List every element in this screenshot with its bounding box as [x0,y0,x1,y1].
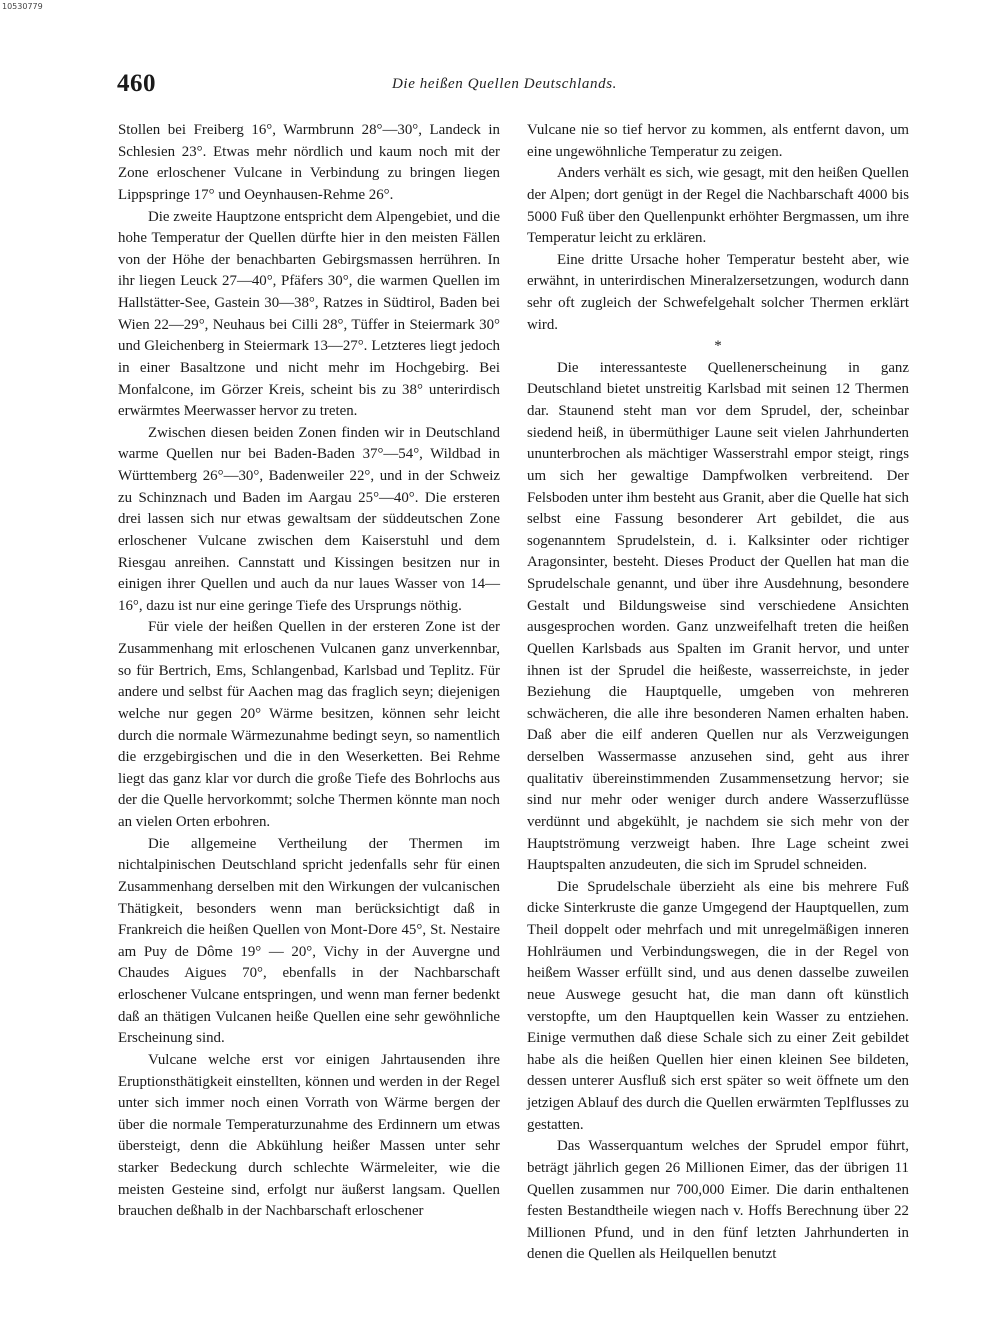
paragraph: Die interessanteste Quellenerscheinung in ganz Deutschland bietet unstreitig Karlsbad mit seinen 12 Thermen dar. Staunend steht man vor dem Sprudel, der, scheinbar siedend heiß, in übermüthiger Laune seit vielen Jahrhunderten ununterbrochen als mächtiger Wasserstrahl empor steigt, rings um sich her gewaltige Dampfwolken verbreitend. Der Felsboden unter ihm besteht aus Granit, aber die Quelle hat sich selbst eine Fassung besonderer Art gebildet, die aus sogenanntem Sprudelstein, d. i. Kalksinter oder richtiger Aragonsinter, besteht. Dieses Product der Quellen hat man die Sprudelschale genannt, und über ihre Ausdehnung, besondere Gestalt und Bildungsweise sind verschiedene Ansichten ausgesprochen worden. Ganz unzweifelhaft treten die heißen Quellen Karlsbads aus Spalten im Granit hervor, und unter ihnen ist der Sprudel die heißeste, wasserreichste, in jeder Beziehung die Hauptquelle, umgeben von mehreren schwächeren, die alle ihre besonderen Namen erhalten haben. Daß aber die eilf anderen Quellen nur als Verzweigungen derselben Wassermasse anzusehen sind, geht aus ihrer qualitativ übereinstimmenden Zusammensetzung hervor; sie sind nur mehr oder weniger durch andere Wasserzuflüsse verdünnt und abgekühlt, je nachdem sie sich mehr von der Hauptströmung verzweigt haben. Ihre Lage scheint zwei Hauptspalten anzudeuten, die sich im Sprudel schneiden. [527,359,909,874]
paragraph: Vulcane nie so tief hervor zu kommen, als entfernt davon, um eine ungewöhnliche Temperatur zu zeigen. [527,122,909,160]
paragraph: Die Sprudelschale überzieht als eine bis mehrere Fuß dicke Sinterkruste die ganze Umgegend der Hauptquellen, zum Theil doppelt oder mehrfach und mit unregelmäßigen inneren Hohlräumen und Verbindungswegen, die in der Regel von heißem Wasser erfüllt sind, und aus denen dasselbe zuweilen neue Auswege gesucht hat, die man dann oft künstlich verstopfte, um den Hauptquellen kein Wasser zu entziehen. Einige vermuthen daß diese Schale sich zu einer Zeit gebildet habe als die heißen Quellen hier einen kleinen See bildeten, dessen unterer Ausfluß sich erst später so weit öffnete um den jetzigen Ablauf des durch die Quellen erwärmten Teplflusses zu gestatten. [527,878,909,1133]
paragraph: Anders verhält es sich, wie gesagt, mit den heißen Quellen der Alpen; dort genügt in der Regel die Nachbarschaft 4000 bis 5000 Fuß über den Quellenpunkt erhöhter Bergmassen, um ihre Temperatur leicht zu erklären. [527,165,909,247]
page-number: 460 [117,70,156,97]
paragraph: Für viele der heißen Quellen in der ersteren Zone ist der Zusammenhang mit erloschenen Vulcanen ganz unverkennbar, so für Bertrich, Ems, Schlangenbad, Karlsbad und Teplitz. Für andere und selbst für Aachen mag das fraglich seyn; diejenigen welche nur gegen 20° Wärme besitzen, können sehr leicht durch die normale Wärmezunahme bedingt seyn, so namentlich die erzgebirgischen und die in den Weserketten. Bei Rehme liegt das ganz klar vor durch die große Tiefe des Bohrlochs aus der die Quelle hervorkommt; solche Thermen könnte man noch an vielen Orten erbohren. [118,619,500,830]
paragraph: Das Wasserquantum welches der Sprudel empor führt, beträgt jährlich gegen 26 Millionen Eimer, das der übrigen 11 Quellen zusammen nur 700,000 Eimer. Die darin enthaltenen festen Bestandtheile wiegen nach v. Hoffs Berechnung über 22 Millionen Pfund, und in den fünf letzten Jahrhunderten in denen die Quellen als Heilquellen benutzt [527,1138,909,1263]
paragraph: Die zweite Hauptzone entspricht dem Alpengebiet, und die hohe Temperatur der Quellen dürfte hier in den meisten Fällen von der Höhe der benachbarten Gebirgsmassen herrühren. In ihr liegen Leuck 27—40°, Pfäfers 30°, die warmen Quellen im Hallstätter-See, Gastein 30—38°, Ratzes in Südtirol, Baden bei Wien 22—29°, Neuhaus bei Cilli 28°, Tüffer in Steiermark 30° und Gleichenberg in Steiermark 13—27°. Letzteres liegt jedoch in einer Basaltzone und nicht mehr im Hochgebirg. Bei Monfalcone, im Görzer Kreis, scheint bis zu 38° unterirdisch erwärmtes Meerwasser hervor zu treten. [118,208,500,420]
paragraph: Eine dritte Ursache hoher Temperatur besteht aber, wie erwähnt, in unterirdischen Mineralzersetzungen, wodurch dann sehr oft zugleich der Schwefelgehalt solcher Thermen erklärt wird. [527,251,909,333]
section-divider: * [714,338,722,355]
paragraph: Stollen bei Freiberg 16°, Warmbrunn 28°—30°, Landeck in Schlesien 23°. Etwas mehr nördlich und kaum noch mit der Zone erloschener Vulcane in Verbindung zu bringen liegen Lippspringe 17° und Oeynhausen-Rehme 26°. [118,122,500,203]
right-column [527,120,909,1266]
paragraph: Die allgemeine Vertheilung der Thermen im nichtalpinischen Deutschland spricht jedenfalls sehr für einen Zusammenhang derselben mit den Wirkungen der vulcanischen Thätigkeit, besonders wenn man berücksichtigt daß in Frankreich die heißen Quellen von Mont-Dore 45°, St. Nestaire am Puy de Dôme 19° — 20°, Vichy in der Auvergne und Chaudes Aigues 70°, ebenfalls in der Nachbarschaft erloschener Vulcane entspringen, und wenn man ferner bedenkt daß an thätigen Vulcanen heiße Quellen eine sehr gewöhnliche Erscheinung sind. [118,835,500,1047]
running-title: Die heißen Quellen Deutschlands. [392,76,617,92]
paragraph: Vulcane welche erst vor einigen Jahrtausenden ihre Eruptionsthätigkeit einstellten, können und werden in der Regel unter sich immer noch einen Vorrath von Wärme bergen der über die normale Temperaturzunahme des Erdinnern um etwas übersteigt, denn die Abkühlung heißer Massen unter sehr starker Bedeckung durch schlechte Wärmeleiter, wie die meisten Gesteine sind, erfolgt nur äußerst langsam. Quellen brauchen deßhalb in der Nachbarschaft erloschener [118,1051,500,1220]
left-column [118,120,500,1223]
paragraph: Zwischen diesen beiden Zonen finden wir in Deutschland warme Quellen nur bei Baden-Baden 37°—54°, Wildbad in Württemberg 26°—30°, Badenweiler 22°, und in der Schweiz zu Schinznach und Baden im Aargau 25°—40°. Die ersteren drei lassen sich nur etwas gewaltsam der süddeutschen Zone erloschener Vulcane zwischen dem Kaiserstuhl und dem Riesgau anreihen. Cannstatt und Kissingen besitzen nur in einigen ihrer Quellen und auch da nur laues Wasser von 14—16°, dazu ist nur eine geringe Tiefe des Ursprungs nöthig. [118,424,500,614]
scan-id: 10530779 [2,2,43,11]
